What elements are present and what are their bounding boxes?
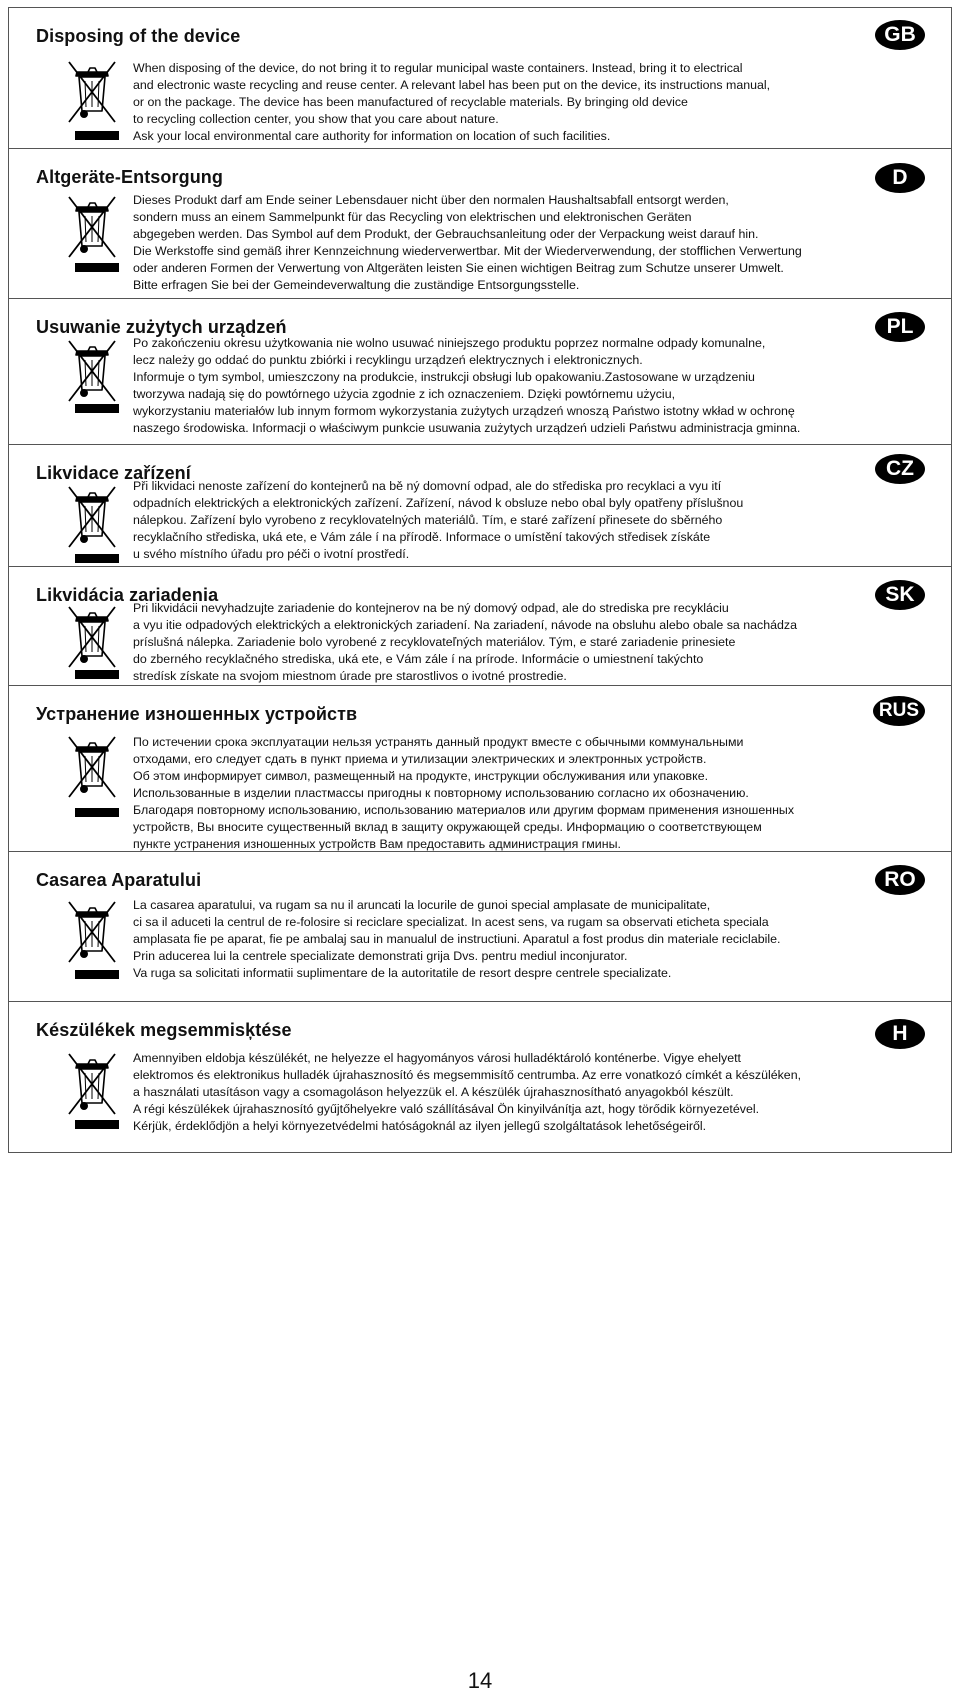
section-title: Készülékek megsemmisķtése <box>36 1020 292 1040</box>
body-line: Благодаря повторному использованию, использованию материалов или другим формам применения изношенных <box>133 803 795 817</box>
body-line: a vyu itie odpadových elektrických a elektronických zariadení. Na zariadení, návode na obsluhu alebo obale sa nachádza <box>133 618 798 632</box>
weee-bin-icon <box>64 483 120 553</box>
weee-bar-marker <box>75 670 119 679</box>
section-body <box>133 478 943 563</box>
body-line: amplasata fie pe aparat, fie pe ambalaj sau in manualul de instructiuni. Aparatul a fost produs din materiale reciclabile. <box>133 932 781 946</box>
country-badge-cz: CZ <box>875 454 925 484</box>
section-sk <box>9 567 951 686</box>
body-line: lecz należy go oddać do punktu zbiórki i recyklingu urządzeń elektrycznych i elektronicznych. <box>133 353 643 367</box>
body-line: Die Werkstoffe sind gemäß ihrer Kennzeichnung wiederverwertbar. Mit der Wiederverwendung, der stofflichen Verwertung <box>133 244 802 258</box>
section-rus <box>9 686 951 852</box>
body-line: príslušná nálepka. Zariadenie bolo vyrobené z recyklovateľných materiálov. Tým, e staré zariadenie prinesiete <box>133 635 736 649</box>
section-d <box>9 149 951 299</box>
weee-bin-icon <box>64 193 120 263</box>
body-line: Bitte erfragen Sie bei der Gemeindeverwaltung die zuständige Entsorgungsstelle. <box>133 278 580 292</box>
body-line: A régi készülékek újrahasznosító gyűjtőhelyekre való szállításával Ön kinyilvánítja azt, hogy törődik környezetével. <box>133 1102 760 1116</box>
body-line: When disposing of the device, do not bring it to regular municipal waste containers. Instead, bring it to electrical <box>133 61 743 75</box>
body-line: a használati utasításon vagy a csomagoláson helyezzük el. A készülék újrahasznosítható anyagokból készült. <box>133 1085 734 1099</box>
section-body <box>133 734 943 853</box>
section-title: Устранение изношенных устройств <box>36 704 358 724</box>
section-ro <box>9 852 951 1002</box>
country-badge-rus: RUS <box>873 696 925 726</box>
body-line: recyklačního střediska, uká ete, e Vám zále í na přírodě. Informace o umístění takových středisek získáte <box>133 530 711 544</box>
body-line: odpadních elektrických a elektronických zařízení. Zařízení, návod k obsluze nebo obal byly opatřeny příslušnou <box>133 496 744 510</box>
body-line: abgegeben werden. Das Symbol auf dem Produkt, der Gebrauchsanleitung oder der Verpackung weist darauf hin. <box>133 227 759 241</box>
body-line: to recycling collection center, you show that you care about nature. <box>133 112 499 126</box>
body-line: sondern muss an einem Sammelpunkt für das Recycling von elektrischen und elektronischen Geräten <box>133 210 692 224</box>
section-pl <box>9 299 951 445</box>
body-line: tworzywa nadają się do powtórnego użycia zgodnie z ich oznaczeniem. Dzięki powtórnemu użyciu, <box>133 387 676 401</box>
country-badge-h: H <box>875 1019 925 1049</box>
section-title: Likvidace zařízení <box>36 463 191 483</box>
weee-bar-marker <box>75 808 119 817</box>
body-line: По истечении срока эксплуатации нельзя устранять данный продукт вместе с обычными коммунальными <box>133 735 744 749</box>
weee-bar-marker <box>75 554 119 563</box>
body-line: Ask your local environmental care authority for information on location of such facilities. <box>133 129 611 143</box>
body-line: elektromos és elektronikus hulladék újrahasznosító és megsemmisítő centrumba. Az erre vonatkozó címkét a készüléken, <box>133 1068 802 1082</box>
country-badge-ro: RO <box>875 865 925 895</box>
weee-bar-marker <box>75 263 119 272</box>
section-body <box>133 1050 943 1135</box>
body-line: Při likvidaci nenoste zařízení do kontejnerů na bě ný domovní odpad, ale do střediska pro recyklaci a vyu ití <box>133 479 722 493</box>
body-line: or on the package. The device has been manufactured of recyclable materials. By bringing old device <box>133 95 688 109</box>
body-line: u svého místního úřadu pro péči o ivotní prostředí. <box>133 547 410 561</box>
body-line: oder anderen Formen der Verwertung von Altgeräten leisten Sie einen wichtigen Beitrag zum Schutze unserer Umwelt. <box>133 261 784 275</box>
country-badge-d: D <box>875 163 925 193</box>
body-line: Использованные в изделии пластмассы пригодны к повторному использованию согласно их обозначению. <box>133 786 749 800</box>
section-cz <box>9 445 951 567</box>
weee-bar-marker <box>75 131 119 140</box>
section-gb <box>9 8 951 149</box>
body-line: Prin aducerea lui la centrele specializate demonstrati grija Dvs. pentru mediul inconjurator. <box>133 949 628 963</box>
weee-bin-icon <box>64 603 120 673</box>
section-title: Casarea Aparatului <box>36 870 202 890</box>
body-line: Va ruga sa solicitati informatii suplimentare de la autoritatile de resort despre centrele specializate. <box>133 966 672 980</box>
body-line: пункте устранения изношенных устройств Вам предоставить администрация гмины. <box>133 837 621 851</box>
weee-bar-marker <box>75 1120 119 1129</box>
body-line: ci sa il aduceti la centrul de re-folosire si reciclare specializat. In acest sens, va rugam sa observati eticheta speciala <box>133 915 769 929</box>
body-line: отходами, его следует сдать в пункт приема и утилизации электрических и электронных устройств. <box>133 752 707 766</box>
section-body <box>133 60 943 145</box>
body-line: stredísk získate na svojom miestnom úrade pre starostlivos o ivotné prostredie. <box>133 669 567 683</box>
section-body <box>133 600 943 685</box>
body-line: Pri likvidácii nevyhadzujte zariadenie do kontejnerov na be ný domový odpad, ale do strediska pre recykláciu <box>133 601 729 615</box>
body-line: Amennyiben eldobja készülékét, ne helyezze el hagyományos városi hulladéktároló konténerbe. Vigye ehelyett <box>133 1051 741 1065</box>
body-line: Об этом информирует символ, размещенный на продукте, инструкции обслуживания или упаковке. <box>133 769 709 783</box>
body-line: and electronic waste recycling and reuse center. A relevant label has been put on the device, its instructions manual, <box>133 78 771 92</box>
weee-bar-marker <box>75 404 119 413</box>
section-title: Likvidácia zariadenia <box>36 585 219 605</box>
body-line: do zberného recyklačného strediska, uká ete, e Vám zále í na prírode. Informácie o umiestnení takýchto <box>133 652 704 666</box>
section-body <box>133 192 943 294</box>
body-line: naszego środowiska. Informacji o właściwym punkcie usuwania zużytych urządzeń udzieli Państwu administracja gminna. <box>133 421 801 435</box>
weee-bin-icon <box>64 337 120 407</box>
country-badge-sk: SK <box>875 580 925 610</box>
weee-bin-icon <box>64 733 120 803</box>
section-body <box>133 335 943 437</box>
weee-bin-icon <box>64 898 120 968</box>
body-line: устройств, Вы вносите существенный вклад в защиту окружающей среды. Информацию о соответствующем <box>133 820 762 834</box>
section-title: Altgeräte-Entsorgung <box>36 167 224 187</box>
section-h <box>9 1002 951 1152</box>
section-title: Usuwanie zużytych urządzeń <box>36 317 287 337</box>
body-line: wykorzystaniu materiałów lub innym formom wykorzystania zużytych urządzeń wnoszą Państwo istotny wkład w ochronę <box>133 404 795 418</box>
body-line: nálepkou. Zařízení bylo vyrobeno z recyklovatelných materiálů. Tím, e staré zařízení přinesete do sběrného <box>133 513 723 527</box>
country-badge-pl: PL <box>875 312 925 342</box>
body-line: Kérjük, érdeklődjön a helyi környezetvédelmi hatóságoknál az ilyen jellegű szolgáltatások lehetőségeiről. <box>133 1119 707 1133</box>
weee-bar-marker <box>75 970 119 979</box>
body-line: Po zakończeniu okresu użytkowania nie wolno usuwać niniejszego produktu poprzez normalne odpady komunalne, <box>133 336 766 350</box>
section-title: Disposing of the device <box>36 26 241 46</box>
body-line: Informuje o tym symbol, umieszczony na produkcie, instrukcji obsługi lub opakowaniu.Zastosowane w urządzeniu <box>133 370 755 384</box>
weee-bin-icon <box>64 58 120 128</box>
weee-disposal-notice <box>8 7 952 1153</box>
body-line: La casarea aparatului, va rugam sa nu il aruncati la locurile de gunoi special amplasate de municipalitate, <box>133 898 711 912</box>
page-number: 14 <box>467 1668 493 1693</box>
body-line: Dieses Produkt darf am Ende seiner Lebensdauer nicht über den normalen Haushaltsabfall entsorgt werden, <box>133 193 729 207</box>
weee-bin-icon <box>64 1050 120 1120</box>
section-body <box>133 897 943 982</box>
country-badge-gb: GB <box>875 20 925 50</box>
